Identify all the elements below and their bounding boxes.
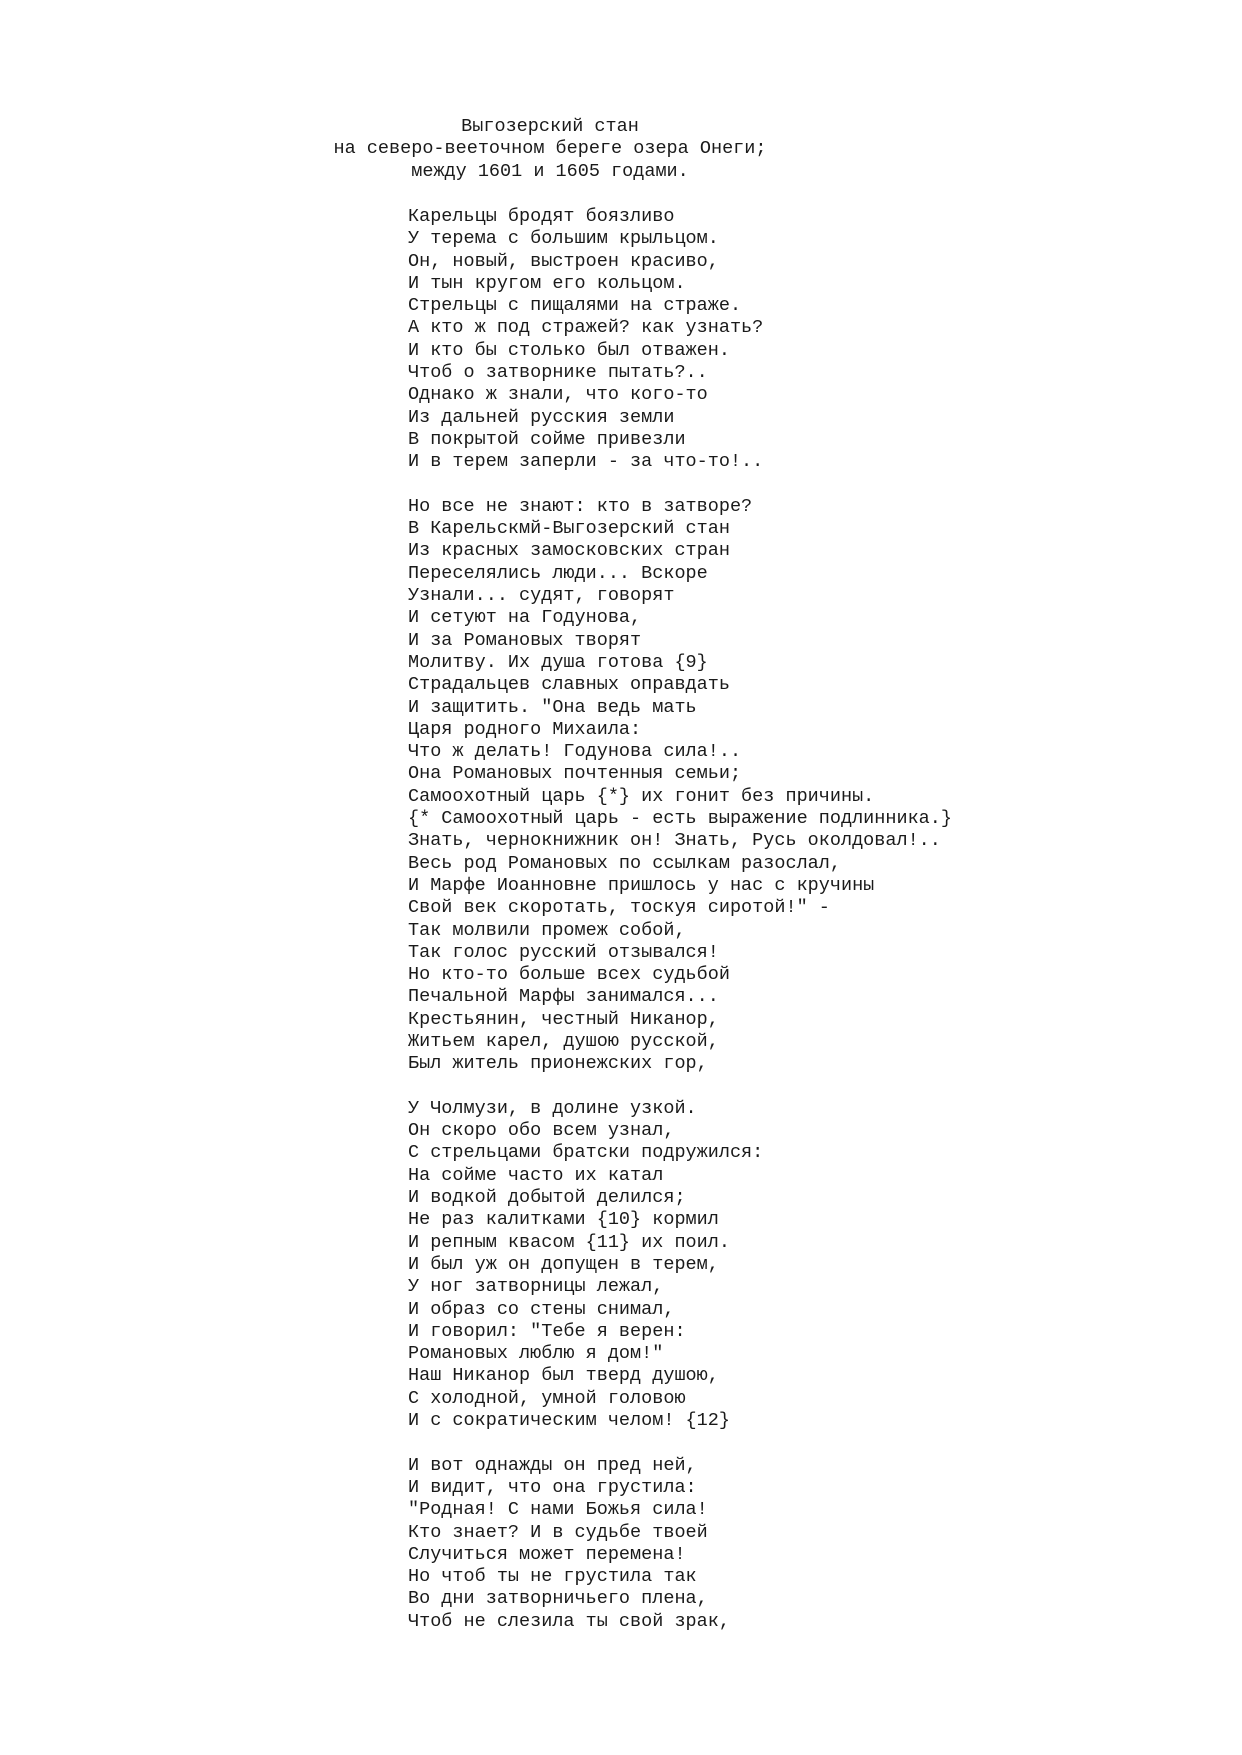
- stanza: [408, 206, 952, 474]
- verse-line: Страдальцев славных оправдать: [408, 674, 730, 696]
- verse-line: У Чолмузи, в долине узкой.: [408, 1097, 697, 1119]
- verse-line: Не раз калитками {10} кормил: [408, 1209, 719, 1231]
- verse-line: Случиться может перемена!: [408, 1543, 686, 1565]
- verse-line: Романовых люблю я дом!": [408, 1343, 664, 1365]
- verse-line: Но кто-то больше всех судьбой: [408, 964, 730, 986]
- verse-line: Крестьянин, честный Никанор,: [408, 1008, 719, 1030]
- verse-line: Во дни затворничьего плена,: [408, 1588, 708, 1610]
- verse-line: "Родная! С нами Божья сила!: [408, 1499, 708, 1521]
- verse-line: Стрельцы с пищалями на страже.: [408, 295, 742, 317]
- verse-line: И с сократическим челом! {12}: [408, 1410, 730, 1432]
- verse-line: Кто знает? И в судьбе твоей: [408, 1521, 708, 1543]
- verse-line: И за Романовых творят: [408, 629, 642, 651]
- verse-line: И образ со стены снимал,: [408, 1298, 675, 1320]
- verse-line: Карельцы бродят боязливо: [408, 206, 675, 227]
- verse-line: Что ж делать! Годунова сила!..: [408, 741, 742, 763]
- verse-line: Весь род Романовых по ссылкам разослал,: [408, 852, 841, 874]
- verse-line: Самоохотный царь {*} их гонит без причины.: [408, 785, 875, 807]
- verse-line: У ног затворницы лежал,: [408, 1276, 664, 1298]
- verse-line: На сойме часто их катал: [408, 1164, 664, 1186]
- verse-line: Царя родного Михаила:: [408, 718, 642, 740]
- verse-line: В Карельскмй-Выгозерский стан: [408, 518, 730, 540]
- verse-line: И защитить. "Она ведь мать: [408, 696, 697, 718]
- stanza: [408, 1455, 952, 1633]
- verse-line: Узнали... судят, говорят: [408, 585, 675, 607]
- verse-line: И кто бы столько был отважен.: [408, 339, 730, 361]
- verse-line: С стрельцами братски подружился:: [408, 1142, 764, 1164]
- verse-line: И сетуют на Годунова,: [408, 607, 642, 629]
- stanza: [408, 1098, 952, 1432]
- verse-line: Чтоб о затворнике пытать?..: [408, 362, 708, 384]
- verse-line: Он, новый, выстроен красиво,: [408, 250, 719, 272]
- verse-line: Переселялись люди... Вскоре: [408, 562, 708, 584]
- verse-line: И Марфе Иоанновне пришлось у нас с кручины: [408, 874, 875, 896]
- verse-line: Наш Никанор был тверд душою,: [408, 1365, 719, 1387]
- verse-line: Так голос русский отзывался!: [408, 941, 719, 963]
- verse-line: Но чтоб ты не грустила так: [408, 1566, 697, 1588]
- verse-line: Знать, чернокнижник он! Знать, Русь околдовал!..: [408, 830, 941, 852]
- verse-line: Так молвили промеж собой,: [408, 919, 686, 941]
- poem-body: [408, 206, 952, 1655]
- verse-line: И видит, что она грустила:: [408, 1476, 697, 1498]
- verse-line: Был житель прионежских гор,: [408, 1053, 708, 1075]
- poem-heading: [200, 116, 900, 183]
- verse-line: В покрытой сойме привезли: [408, 428, 686, 450]
- verse-line: И был уж он допущен в терем,: [408, 1253, 719, 1275]
- verse-line: Чтоб не слезила ты свой зрак,: [408, 1610, 730, 1632]
- heading-line: Выгозерский стан: [461, 116, 639, 137]
- verse-line: И водкой добытой делился;: [408, 1187, 686, 1209]
- verse-line: С холодной, умной головою: [408, 1387, 686, 1409]
- verse-line: Свой век скоротать, тоскуя сиротой!" -: [408, 897, 830, 919]
- verse-line: Однако ж знали, что кого-то: [408, 384, 708, 406]
- verse-line: И вот однажды он пред ней,: [408, 1454, 697, 1476]
- heading-line: на северо-вееточном береге озера Онеги;: [333, 138, 767, 160]
- verse-line: И говорил: "Тебе я верен:: [408, 1320, 686, 1342]
- stanza: [408, 496, 952, 1076]
- verse-line: У терема с большим крыльцом.: [408, 228, 719, 250]
- verse-line: Он скоро обо всем узнал,: [408, 1120, 675, 1142]
- verse-line: И тын кругом его кольцом.: [408, 272, 686, 294]
- verse-line: Она Романовых почтенныя семьи;: [408, 763, 742, 785]
- verse-line: И в терем заперли - за что-то!..: [408, 451, 764, 473]
- verse-line: {* Самоохотный царь - есть выражение подлинника.}: [408, 808, 952, 830]
- verse-line: Но все не знают: кто в затворе?: [408, 495, 753, 517]
- verse-line: И репным квасом {11} их поил.: [408, 1231, 730, 1253]
- verse-line: Житьем карел, душою русской,: [408, 1030, 719, 1052]
- verse-line: Из красных замосковских стран: [408, 540, 730, 562]
- verse-line: Из дальней русския земли: [408, 406, 675, 428]
- verse-line: Молитву. Их душа готова {9}: [408, 651, 708, 673]
- verse-line: Печальной Марфы занимался...: [408, 986, 719, 1008]
- verse-line: А кто ж под стражей? как узнать?: [408, 317, 764, 339]
- heading-line: между 1601 и 1605 годами.: [411, 160, 689, 182]
